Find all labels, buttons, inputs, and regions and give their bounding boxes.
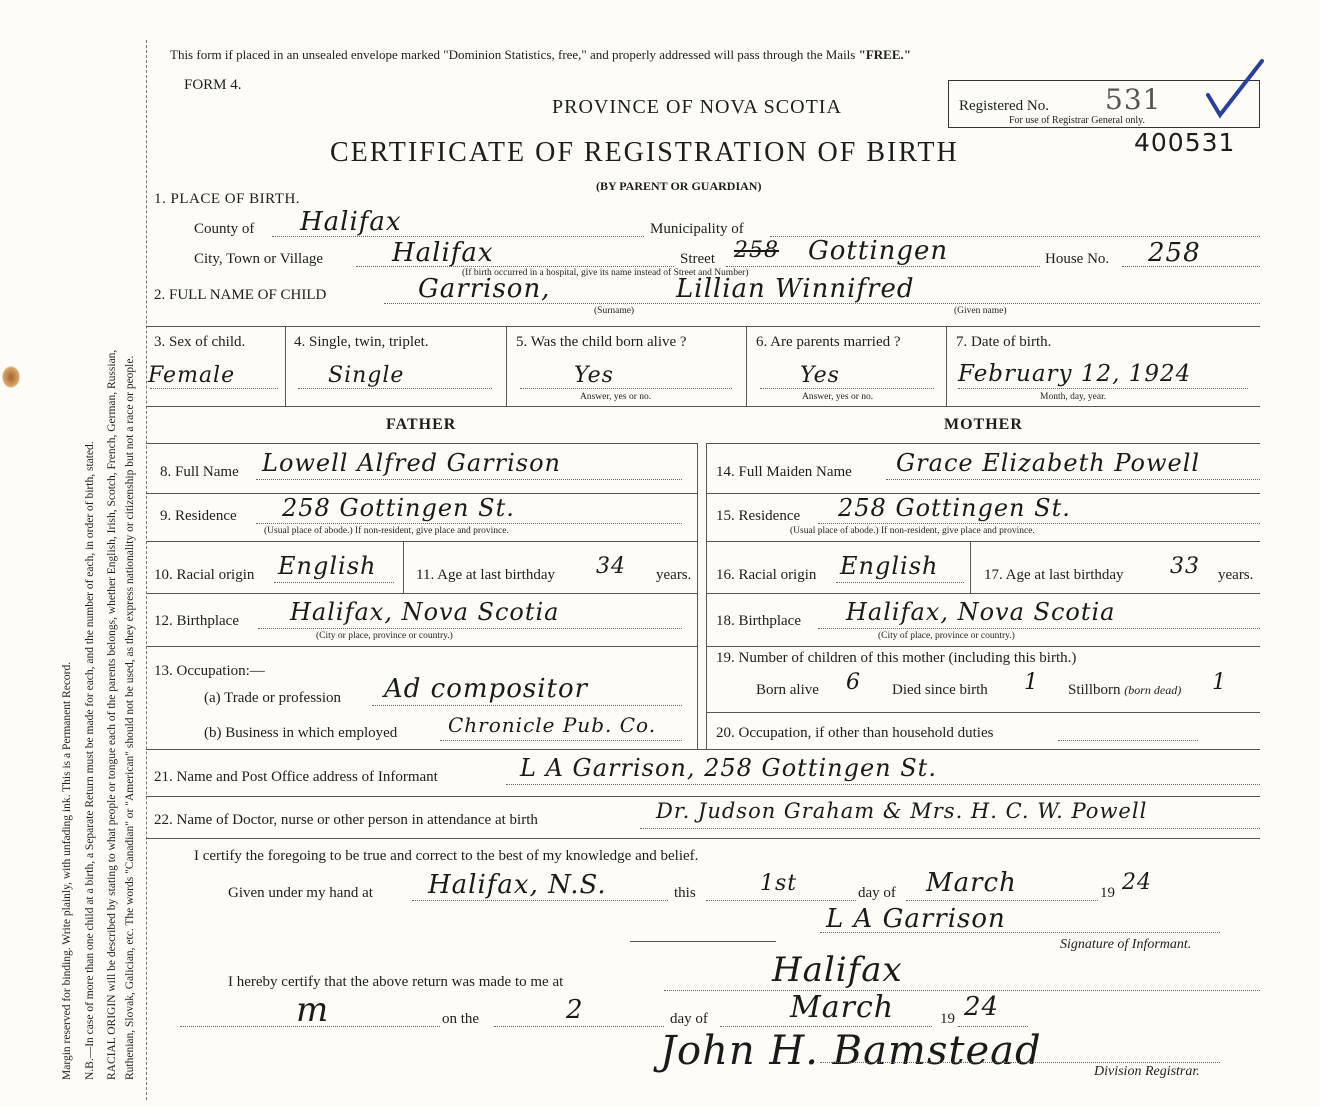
given-at-label: Given under my hand at [228,885,373,901]
street-line [726,266,1040,267]
mail-note [170,47,911,63]
registered-number: 531 [1105,83,1162,116]
row-divider [146,796,1260,797]
mother-birthplace-line [818,628,1260,629]
father-racial-value: English [278,552,377,580]
registrar-month-value: March [790,990,895,1025]
sex-label: 3. Sex of child. [154,334,246,350]
mother-occupation-line [1058,740,1198,741]
col-divider [746,326,747,406]
stamp-number: 400531 [1134,128,1236,157]
sex-line [150,388,278,389]
father-residence-value: 258 Gottingen St. [282,494,515,522]
date-of-birth-line [958,388,1248,389]
informant-value: L A Garrison, 258 Gottingen St. [520,754,937,782]
city-label: City, Town or Village [194,251,324,267]
mother-occupation-label: 20. Occupation, if other than household duties [716,725,994,741]
given-at-line [412,900,668,901]
margin-border [146,40,147,1100]
mother-heading: MOTHER [944,416,1023,433]
this-label: this [674,885,696,901]
city-value: Halifax [392,238,494,268]
children-count-label: 19. Number of children of this mother (including this birth.) [716,650,1077,666]
attendant-value: Dr. Judson Graham & Mrs. H. C. W. Powell [656,799,1148,823]
stillborn-count: 1 [1212,670,1227,695]
born-alive-line [520,388,732,389]
given-day-of-label: day of [858,885,896,901]
mother-years: years. [1218,567,1254,583]
child-surname: Garrison, [418,274,551,304]
page-title: CERTIFICATE OF REGISTRATION OF BIRTH [330,137,959,168]
registrar-month-line [720,1026,932,1027]
father-residence-label: 9. Residence [160,508,237,524]
row-divider [146,838,1260,839]
county-value: Halifax [300,207,402,237]
short-divider [630,941,776,942]
born-alive-count: 6 [846,670,861,695]
informant-label: 21. Name and Post Office address of Informant [154,769,438,785]
registrar-signature-label: Division Registrar. [1094,1064,1200,1079]
registrar-year-line [958,1026,1028,1027]
business-value: Chronicle Pub. Co. [448,713,657,737]
father-age-value: 34 [596,554,626,579]
surname-note: (Surname) [594,306,635,316]
col-divider [285,326,286,406]
father-birthplace-note: (City or place, province or country.) [316,631,453,641]
trade-label: (a) Trade or profession [204,690,342,706]
margin-note-binding: Margin reserved for binding. Write plainly, with unfading ink. This is a Permanent Record. [61,661,73,1080]
row-divider [146,593,697,594]
margin-note-racial-origin-1: RACIAL ORIGIN will be described by stating to what people or tongue each of the parents belongs, whether English, Irish, Scotch, French, German, Russian, [106,349,118,1080]
margin-note-multiple-births: N.B.—In case of more than one child at a birth, a Separate Return must be made for each, and the number of each, in order of birth, stated. [84,441,96,1080]
father-name-value: Lowell Alfred Garrison [262,449,561,477]
mother-age-label: 17. Age at last birthday [984,567,1124,583]
house-label: House No. [1045,251,1110,267]
date-of-birth-label: 7. Date of birth. [956,334,1052,350]
parents-married-label: 6. Are parents married ? [756,334,901,350]
mother-residence-label: 15. Residence [716,508,801,524]
date-of-birth-note: Month, day, year. [1040,392,1107,402]
plurality-value: Single [328,363,405,388]
row-divider [146,646,697,647]
died-count-label: Died since birth [892,682,988,698]
father-birthplace-value: Halifax, Nova Scotia [290,598,560,626]
father-racial-label: 10. Racial origin [154,567,255,583]
house-value: 258 [1148,238,1201,268]
trade-line [372,705,682,706]
registrar-signature-line [820,1062,1220,1063]
check-mark-icon [1200,55,1270,125]
father-birthplace-label: 12. Birthplace [154,613,239,629]
mother-racial-line [836,582,964,583]
father-racial-line [274,582,394,583]
registered-label: Registered No. [959,98,1049,114]
sex-value: Female [148,363,236,388]
born-alive-count-label: Born alive [756,682,819,698]
stillborn-note: (born dead) [1124,683,1182,697]
given-name-note: (Given name) [954,306,1007,316]
informant-signature: L A Garrison [826,904,1006,934]
mother-birthplace-value: Halifax, Nova Scotia [846,598,1116,626]
parents-married-note: Answer, yes or no. [802,392,874,402]
born-alive-note: Answer, yes or no. [580,392,652,402]
registrar-day-value: 2 [566,995,584,1025]
child-name-label: 2. FULL NAME OF CHILD [154,287,327,303]
mother-racial-label: 16. Racial origin [716,567,817,583]
province-heading: PROVINCE OF NOVA SCOTIA [552,96,842,118]
row-divider [706,712,1260,713]
trade-value: Ad compositor [384,674,589,704]
business-line [440,740,682,741]
informant-signature-line [820,932,1220,933]
certify-statement: I certify the foregoing to be true and correct to the best of my knowledge and belief. [194,848,699,864]
registrar-use-note: For use of Registrar General only. [1009,115,1145,126]
given-month-value: March [926,868,1017,898]
born-alive-value: Yes [574,363,614,388]
stillborn-label [1068,682,1181,699]
mother-residence-note: (Usual place of abode.) If non-resident, give place and province. [790,526,1035,536]
row-divider [706,541,1260,542]
occupation-label: 13. Occupation:— [154,663,265,679]
given-day-value: 1st [760,871,798,896]
row-divider [146,326,1260,327]
father-name-line [256,479,682,480]
mother-birthplace-note: (City of place, province or country.) [878,631,1015,641]
given-day-line [706,900,856,901]
county-label: County of [194,221,255,237]
registrar-initial: m [296,990,330,1030]
col-divider [506,326,507,406]
registrar-day-line [494,1026,664,1027]
col-divider [946,326,947,406]
mother-racial-value: English [840,552,939,580]
parents-married-value: Yes [800,363,840,388]
row-divider [706,646,1260,647]
given-month-line [906,900,1098,901]
mother-residence-value: 258 Gottingen St. [838,494,1071,522]
margin-note-racial-origin-2: Ruthenian, Slovak, Galician, etc. The words "Canadian" or "American" should not be used, as they express nationality or citizenship but not a race or people. [124,355,136,1080]
business-label: (b) Business in which employed [204,725,398,741]
born-alive-label: 5. Was the child born alive ? [516,334,687,350]
row-divider [146,443,697,444]
row-divider [146,749,1260,750]
mother-age-value: 33 [1170,554,1200,579]
registrar-year-value: 24 [964,992,1000,1022]
street-struck-value: 258 [734,238,779,263]
mother-name-value: Grace Elizabeth Powell [896,449,1201,477]
registrar-year-prefix: 19 [940,1011,955,1027]
mother-birthplace-label: 18. Birthplace [716,613,801,629]
parents-married-line [760,388,934,389]
form-number: FORM 4. [184,77,242,93]
street-label: Street [680,251,715,267]
father-heading: FATHER [386,416,457,433]
mother-name-label: 14. Full Maiden Name [716,464,852,480]
registrar-certify-label: I hereby certify that the above return was made to me at [228,974,564,990]
mail-note-text: This form if placed in an unsealed envelope marked "Dominion Statistics, free," and properly addressed will pass through the Mails [170,47,856,62]
father-years: years. [656,567,692,583]
died-count: 1 [1024,670,1039,695]
informant-signature-label: Signature of Informant. [1060,937,1192,952]
mother-residence-line [818,523,1260,524]
informant-line [506,784,1260,785]
registrar-signature: John H. Bamstead [660,1028,1042,1074]
plurality-line [298,388,492,389]
date-of-birth-value: February 12, 1924 [958,361,1192,387]
stillborn-label-text: Stillborn [1068,682,1121,698]
row-divider [706,443,1260,444]
row-divider [706,593,1260,594]
municipality-label: Municipality of [650,221,744,237]
col-divider [970,541,971,593]
center-divider [706,443,707,749]
father-age-label: 11. Age at last birthday [416,567,555,583]
ink-stain [2,366,20,388]
given-year-value: 24 [1122,870,1152,895]
center-divider [697,443,698,749]
registrar-day-of-label: day of [670,1011,708,1027]
place-of-birth-heading: 1. PLACE OF BIRTH. [154,191,301,207]
attendant-label: 22. Name of Doctor, nurse or other person in attendance at birth [154,812,538,828]
street-value: Gottingen [808,236,949,266]
mother-name-line [886,479,1260,480]
given-year-prefix: 19 [1100,885,1115,901]
plurality-label: 4. Single, twin, triplet. [294,334,429,350]
on-the-label: on the [442,1011,480,1027]
attendant-line [640,828,1260,829]
father-name-label: 8. Full Name [160,464,239,480]
col-divider [403,541,404,593]
mail-free: "FREE." [858,47,911,62]
father-birthplace-line [258,628,682,629]
hospital-note: (If birth occurred in a hospital, give its name instead of Street and Number) [462,268,749,278]
father-residence-note: (Usual place of abode.) If non-resident, give place and province. [264,526,509,536]
child-given-name: Lillian Winnifred [676,274,915,304]
registrar-place-value: Halifax [772,950,903,990]
page-subtitle: (BY PARENT OR GUARDIAN) [596,179,762,193]
given-at-value: Halifax, N.S. [428,870,607,900]
row-divider [146,541,697,542]
registrar-place-line [664,990,1260,991]
row-divider [146,406,1260,407]
father-residence-line [256,523,682,524]
